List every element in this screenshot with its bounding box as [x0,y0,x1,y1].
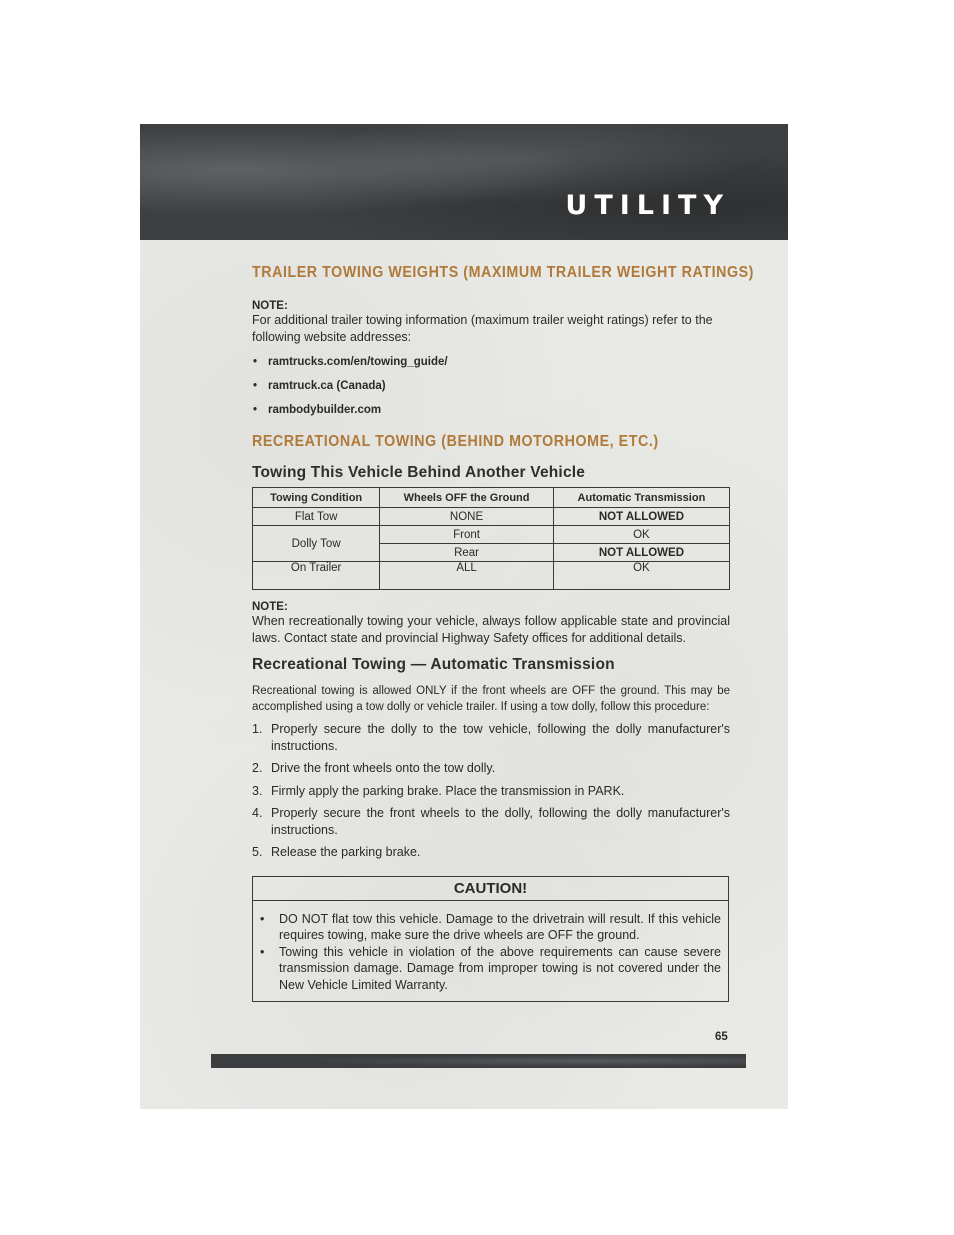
website-list [252,355,730,417]
table-cell: Flat Tow [253,508,380,526]
page-number: 65 [715,1031,728,1043]
table-row [253,526,730,544]
recreational-note: When recreationally towing your vehicle, always follow applicable state and provincial laws. Contact state and provincial Highway Safety offices for additional details. [252,614,730,645]
procedure-step: 5. Release the parking brake. [252,845,421,859]
footer-band [211,1054,746,1068]
procedure-steps [252,721,730,861]
caution-item: • DO NOT flat tow this vehicle. Damage to the drivetrain will result. If this vehicle requires towing, make sure the drive wheels are OFF the ground. [260,911,721,942]
towing-behind-subheading: Towing This Vehicle Behind Another Vehicle [252,464,586,481]
caution-box [252,876,729,1003]
table-cell: NONE [380,508,554,526]
table-header-row [253,488,730,508]
section-title: UTILITY [565,190,730,221]
manual-page [140,124,788,1109]
table-cell: Rear [380,544,554,562]
procedure-step: 3. Firmly apply the parking brake. Place the transmission in PARK. [252,783,625,798]
table-cell: On Trailer [253,562,380,590]
column-header: Wheels OFF the Ground [380,488,554,508]
website-link[interactable]: • ramtrucks.com/en/towing_guide/ [252,355,730,369]
caution-item: • Towing this vehicle in violation of the above requirements can cause severe transmission damage. Damage from improper towing is not covered under the New Vehicle Limited Warranty. [260,944,721,992]
table-cell: ALL [380,562,554,590]
column-header: Automatic Transmission [553,488,729,508]
automatic-intro: Recreational towing is allowed ONLY if the front wheels are OFF the ground. This may be accomplished using a tow dolly or vehicle trailer. If using a tow dolly, follow this procedure: [252,685,730,713]
table-cell: NOT ALLOWED [553,544,729,562]
procedure-step: 4. Properly secure the front wheels to the dolly, following the dolly manufacturer's instructions. [252,806,730,837]
towing-table [252,487,730,590]
recreational-heading: RECREATIONAL TOWING (BEHIND MOTORHOME, ETC.) [252,433,659,450]
website-link[interactable]: • rambodybuilder.com [252,403,730,417]
page-content [252,264,754,1002]
trailer-weights-heading: TRAILER TOWING WEIGHTS (MAXIMUM TRAILER WEIGHT RATINGS) [252,264,754,281]
table-cell: Dolly Tow [253,526,380,562]
trailer-weights-note: For additional trailer towing information (maximum trailer weight ratings) refer to the following website addresses: [252,313,713,344]
table-cell: Front [380,526,554,544]
website-link[interactable]: • ramtruck.ca (Canada) [252,379,730,393]
table-cell: NOT ALLOWED [553,508,729,526]
table-row [253,508,730,526]
column-header: Towing Condition [253,488,380,508]
table-cell: OK [553,562,729,590]
note-label: NOTE: [252,601,288,613]
caution-list [253,901,728,1002]
table-row [253,562,730,590]
caution-title: CAUTION! [253,877,728,901]
note-label: NOTE: [252,300,288,312]
procedure-step: 1. Properly secure the dolly to the tow vehicle, following the dolly manufacturer's instructions. [252,722,730,753]
table-cell: OK [553,526,729,544]
header-band [140,124,788,240]
procedure-step: 2. Drive the front wheels onto the tow dolly. [252,761,496,775]
automatic-transmission-subheading: Recreational Towing — Automatic Transmission [252,656,615,673]
